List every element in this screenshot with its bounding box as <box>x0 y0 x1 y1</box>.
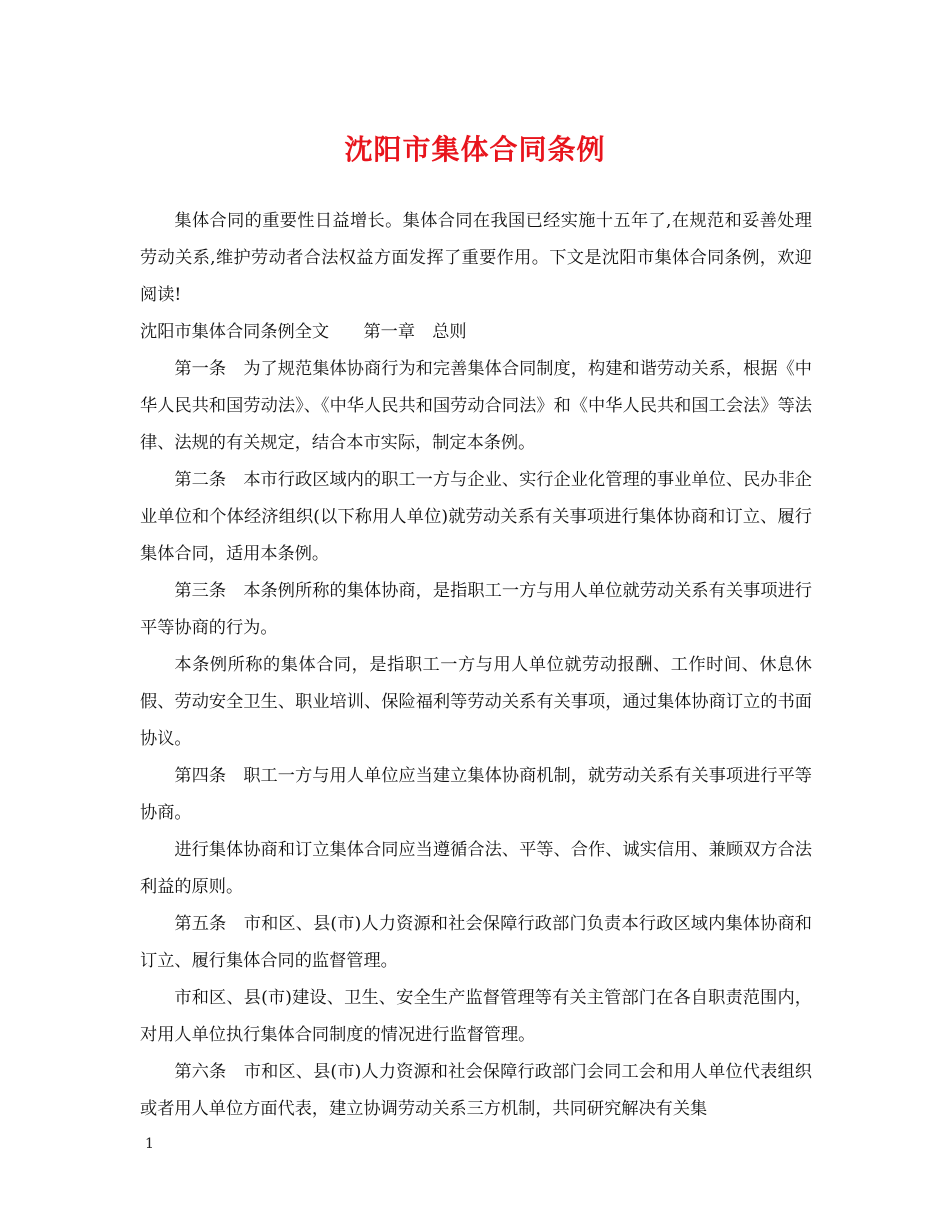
paragraph: 第一条 为了规范集体协商行为和完善集体合同制度，构建和谐劳动关系，根据《中华人民共和国劳动法》、《中华人民共和国劳动合同法》和《中华人民共和国工会法》等法律、法规的有关规定，结合本市实际，制定本条例。 <box>140 359 812 453</box>
paragraph: 第三条 本条例所称的集体协商，是指职工一方与用人单位就劳动关系有关事项进行平等协商的行为。 <box>140 581 812 638</box>
document-title: 沈阳市集体合同条例 <box>344 133 606 166</box>
paragraph: 市和区、县(市)建设、卫生、安全生产监督管理等有关主管部门在各自职责范围内，对用人单位执行集体合同制度的情况进行监督管理。 <box>140 988 812 1045</box>
paragraph: 第五条 市和区、县(市)人力资源和社会保障行政部门负责本行政区域内集体协商和订立、履行集体合同的监督管理。 <box>140 914 812 971</box>
paragraph: 集体合同的重要性日益增长。集体合同在我国已经实施十五年了,在规范和妥善处理劳动关系,维护劳动者合法权益方面发挥了重要作用。下文是沈阳市集体合同条例，欢迎阅读! <box>140 211 812 305</box>
paragraph: 第六条 市和区、县(市)人力资源和社会保障行政部门会同工会和用人单位代表组织或者用人单位方面代表，建立协调劳动关系三方机制，共同研究解决有关集 <box>140 1062 812 1119</box>
page-number: 1 <box>145 1136 154 1152</box>
paragraph: 沈阳市集体合同条例全文 第一章 总则 <box>140 322 467 342</box>
paragraph: 第二条 本市行政区域内的职工一方与企业、实行企业化管理的事业单位、民办非企业单位和个体经济组织(以下称用人单位)就劳动关系有关事项进行集体协商和订立、履行集体合同，适用本条例。 <box>140 470 812 564</box>
paragraph: 进行集体协商和订立集体合同应当遵循合法、平等、合作、诚实信用、兼顾双方合法利益的原则。 <box>140 840 812 897</box>
document-body <box>140 203 812 1128</box>
paragraph: 第四条 职工一方与用人单位应当建立集体协商机制，就劳动关系有关事项进行平等协商。 <box>140 766 812 823</box>
paragraph: 本条例所称的集体合同，是指职工一方与用人单位就劳动报酬、工作时间、休息休假、劳动安全卫生、职业培训、保险福利等劳动关系有关事项，通过集体协商订立的书面协议。 <box>140 655 812 749</box>
